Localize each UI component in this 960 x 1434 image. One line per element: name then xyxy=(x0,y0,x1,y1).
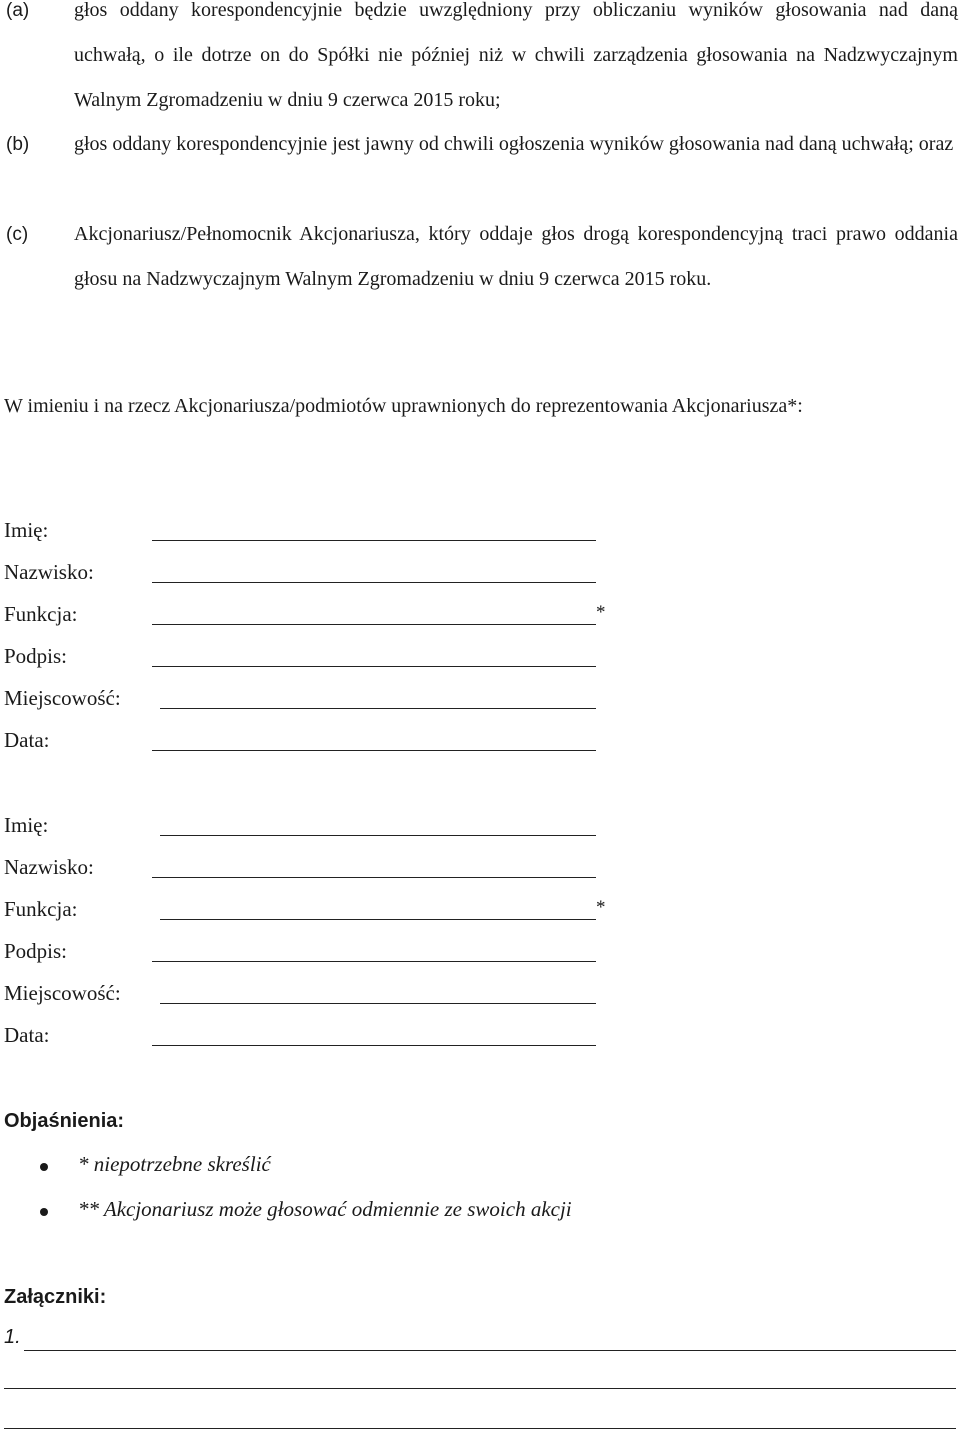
field-label: Funkcja: xyxy=(4,602,78,626)
form-row-signature xyxy=(0,644,640,686)
clause-letter: (a) xyxy=(6,0,30,21)
explanation-text: ** Akcjonariusz może głosować odmiennie ze swoich akcji xyxy=(78,1197,572,1221)
form-row-signature xyxy=(0,939,640,981)
explanation-item xyxy=(0,1197,960,1227)
field-label: Miejscowość: xyxy=(4,981,121,1005)
form-row-last-name xyxy=(0,560,640,602)
signature-field[interactable] xyxy=(152,666,596,667)
clause-letter: (b) xyxy=(6,134,30,155)
form-row-date xyxy=(0,1023,640,1065)
form-row-place xyxy=(0,981,640,1023)
first-name-field[interactable] xyxy=(160,835,596,836)
signature-field[interactable] xyxy=(152,961,596,962)
form-row-first-name xyxy=(0,813,640,855)
field-star: * xyxy=(596,602,606,623)
form-row-function xyxy=(0,602,640,644)
form-row-last-name xyxy=(0,855,640,897)
bullet-icon xyxy=(40,1163,48,1171)
attachment-line[interactable] xyxy=(4,1428,956,1429)
field-label: Podpis: xyxy=(4,939,68,963)
clause-text: głos oddany korespondencyjnie jest jawny od chwili ogłoszenia wyników głosowania nad daną uchwałą; oraz xyxy=(74,133,954,155)
date-field[interactable] xyxy=(152,1045,596,1046)
field-label: Imię: xyxy=(4,813,49,837)
form-row-date xyxy=(0,728,640,770)
attachment-number: 1. xyxy=(4,1326,21,1348)
date-field[interactable] xyxy=(152,750,596,751)
clause-letter: (c) xyxy=(6,224,29,245)
function-field[interactable] xyxy=(152,624,596,625)
field-label: Data: xyxy=(4,728,50,752)
representation-intro: W imieniu i na rzecz Akcjonariusza/podmiotów uprawnionych do reprezentowania Akcjonariusza*: xyxy=(4,395,803,417)
place-field[interactable] xyxy=(160,708,596,709)
function-field[interactable] xyxy=(160,919,596,920)
form-row-first-name xyxy=(0,518,640,560)
explanation-text: * niepotrzebne skreślić xyxy=(78,1152,271,1176)
field-label: Funkcja: xyxy=(4,897,78,921)
form-row-place xyxy=(0,686,640,728)
attachment-line[interactable] xyxy=(24,1350,956,1351)
explanation-item xyxy=(0,1152,960,1182)
last-name-field[interactable] xyxy=(152,582,596,583)
attachment-line[interactable] xyxy=(4,1388,956,1389)
field-label: Imię: xyxy=(4,518,49,542)
bullet-icon xyxy=(40,1208,48,1216)
clause-text: głos oddany korespondencyjnie będzie uwzględniony przy obliczaniu wyników głosowania nad daną uchwałą, o ile dotrze on do Spółki nie później niż w chwili zarządzenia głosowania na Nadzwyczajnym Walnym Zgromadzeniu w dniu 9 czerwca 2015 roku; xyxy=(74,0,958,111)
place-field[interactable] xyxy=(160,1003,596,1004)
first-name-field[interactable] xyxy=(152,540,596,541)
field-label: Podpis: xyxy=(4,644,68,668)
field-star: * xyxy=(596,897,606,918)
form-row-function xyxy=(0,897,640,939)
field-label: Nazwisko: xyxy=(4,855,94,879)
field-label: Data: xyxy=(4,1023,50,1047)
explanations-title: Objaśnienia: xyxy=(4,1110,125,1132)
last-name-field[interactable] xyxy=(152,877,596,878)
attachments-title: Załączniki: xyxy=(4,1286,107,1308)
field-label: Miejscowość: xyxy=(4,686,121,710)
clause-text: Akcjonariusz/Pełnomocnik Akcjonariusza, który oddaje głos drogą korespondencyjną traci prawo oddania głosu na Nadzwyczajnym Walnym Zgromadzeniu w dniu 9 czerwca 2015 roku. xyxy=(74,223,958,290)
field-label: Nazwisko: xyxy=(4,560,94,584)
